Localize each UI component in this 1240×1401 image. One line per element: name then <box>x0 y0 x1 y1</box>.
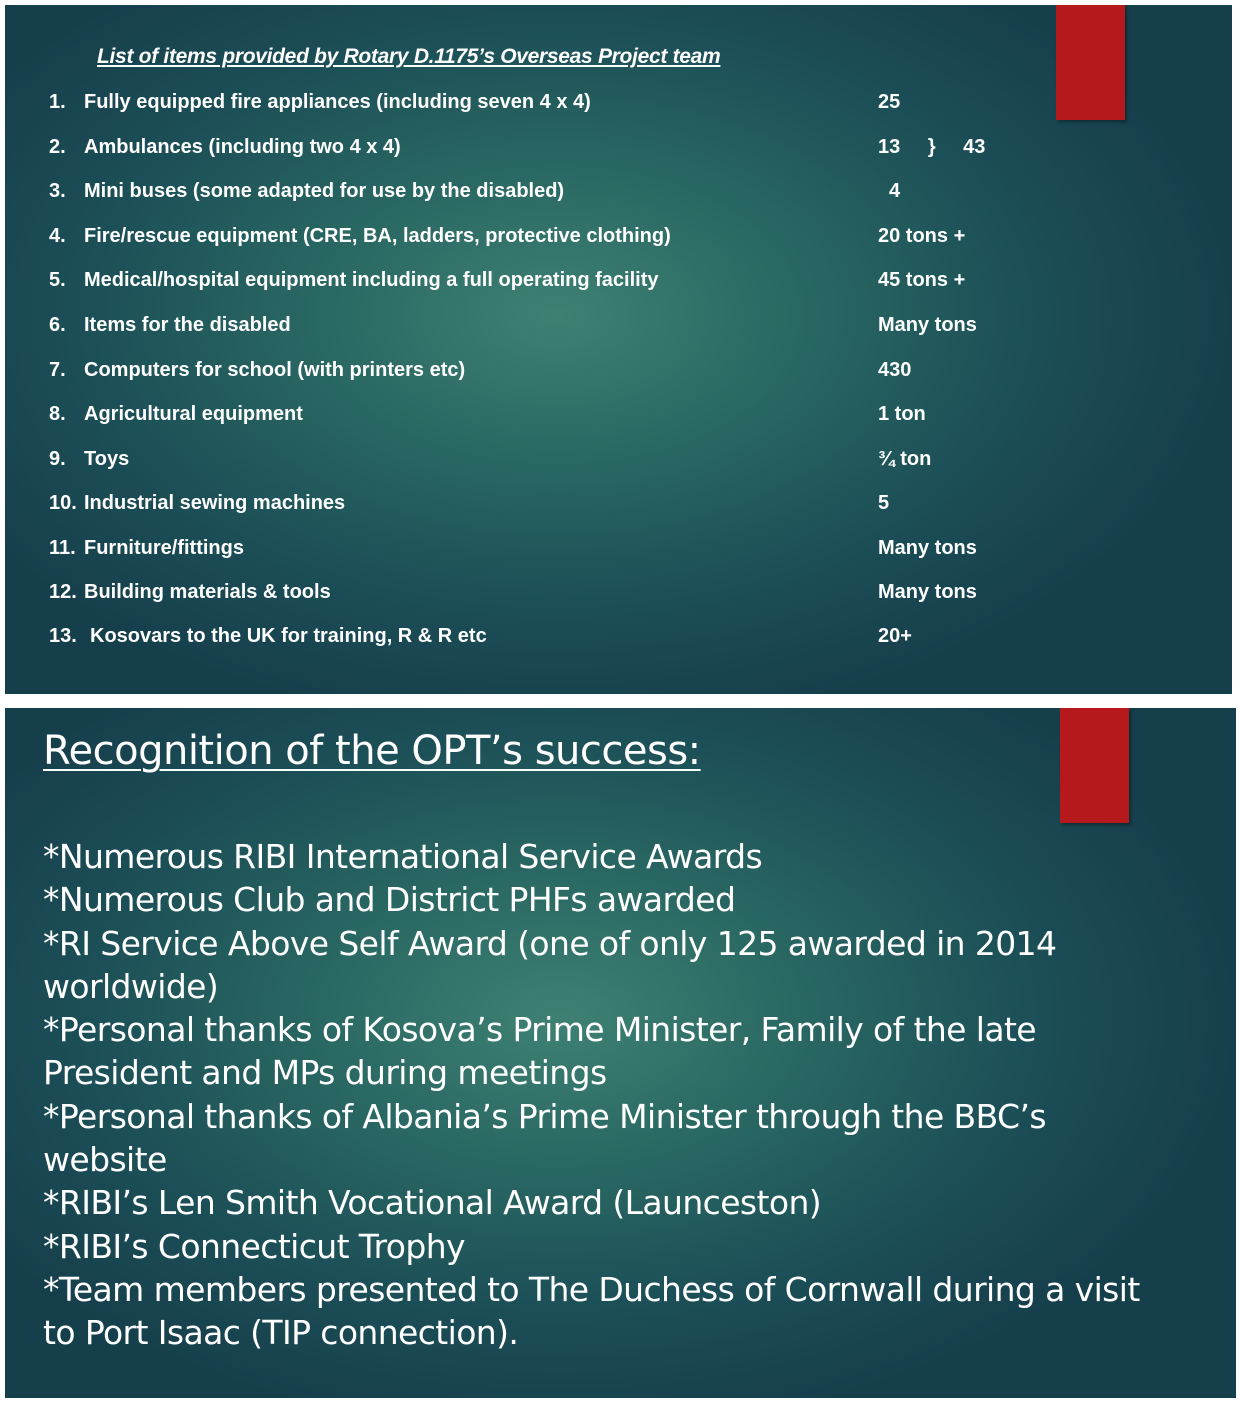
item-quantity: 25 <box>878 91 901 113</box>
item-quantity: Many tons <box>878 581 977 603</box>
item-label: Building materials & tools <box>84 581 331 603</box>
item-number: 1. <box>49 91 66 113</box>
recognition-line: *Numerous RIBI International Service Awards <box>43 837 763 876</box>
item-label: Agricultural equipment <box>84 403 303 425</box>
item-label: Computers for school (with printers etc) <box>84 359 466 381</box>
brace-symbol: } <box>927 136 936 158</box>
list-item <box>49 448 1149 478</box>
items-list-title: List of items provided by Rotary D.1175’s Overseas Project team <box>97 45 721 68</box>
item-label: Fire/rescue equipment (CRE, BA, ladders, protective clothing) <box>84 225 671 247</box>
item-quantity: 45 tons + <box>878 269 966 291</box>
item-number: 6. <box>49 314 66 336</box>
item-label: Kosovars to the UK for training, R & R etc <box>90 625 487 647</box>
recognition-line: *RIBI’s Connecticut Trophy <box>43 1226 465 1266</box>
recognition-line: *Numerous Club and District PHFs awarded <box>43 880 736 920</box>
recognition-line: President and MPs during meetings <box>43 1053 607 1093</box>
red-accent-tab <box>1060 708 1129 823</box>
list-item <box>49 225 1149 255</box>
recognition-line: *Team members presented to The Duchess of Cornwall during a visit <box>43 1269 1140 1309</box>
recognition-line: to Port Isaac (TIP connection). <box>43 1313 519 1353</box>
combined-total: 43 <box>963 136 986 158</box>
list-item <box>49 359 1149 389</box>
item-quantity <box>878 136 985 159</box>
item-label: Fully equipped fire appliances (including seven 4 x 4) <box>84 91 591 113</box>
list-item <box>49 492 1149 522</box>
item-quantity: ¾ ton <box>878 448 932 470</box>
item-quantity: Many tons <box>878 314 977 336</box>
list-item <box>49 269 1149 299</box>
recognition-line: *RIBI’s Len Smith Vocational Award (Launceston) <box>43 1183 822 1223</box>
item-label: Mini buses (some adapted for use by the disabled) <box>84 180 565 202</box>
recognition-line: *RI Service Above Self Award (one of only 125 awarded in 2014 <box>43 923 1057 963</box>
item-number: 11. <box>49 537 76 559</box>
item-number: 13. <box>49 625 77 647</box>
item-quantity: 20+ <box>878 625 912 647</box>
list-item <box>49 625 1149 655</box>
item-label: Toys <box>84 448 130 470</box>
item-label: Industrial sewing machines <box>84 492 346 514</box>
item-number: 9. <box>49 448 66 470</box>
item-quantity: 5 <box>878 492 890 514</box>
list-item <box>49 403 1149 433</box>
list-item <box>49 581 1149 611</box>
list-item <box>49 136 1149 166</box>
list-item <box>49 314 1149 344</box>
item-label: Ambulances (including two 4 x 4) <box>84 136 401 158</box>
recognition-line: *Personal thanks of Albania’s Prime Minister through the BBC’s <box>43 1096 1046 1136</box>
item-number: 2. <box>49 136 66 158</box>
item-number: 12. <box>49 581 77 603</box>
item-number: 4. <box>49 225 66 247</box>
list-item <box>49 91 1149 121</box>
list-item <box>49 537 1149 567</box>
recognition-line: website <box>43 1140 167 1180</box>
item-number: 10. <box>49 492 77 514</box>
item-number: 7. <box>49 359 66 381</box>
item-quantity: Many tons <box>878 537 977 559</box>
item-quantity: 430 <box>878 359 912 381</box>
item-quantity: 1 ton <box>878 403 926 425</box>
recognition-line: *Personal thanks of Kosova’s Prime Minister, Family of the late <box>43 1010 1036 1050</box>
item-label: Items for the disabled <box>84 314 291 336</box>
recognition-heading: Recognition of the OPT’s success: <box>43 728 701 774</box>
recognition-slide <box>5 708 1236 1398</box>
recognition-list <box>43 835 1233 1355</box>
item-label: Medical/hospital equipment including a full operating facility <box>84 269 659 291</box>
item-quantity-value: 13 <box>878 136 901 158</box>
item-number: 8. <box>49 403 66 425</box>
item-quantity: 4 <box>889 180 901 202</box>
items-slide <box>5 5 1232 694</box>
recognition-line: worldwide) <box>43 966 219 1006</box>
item-quantity: 20 tons + <box>878 225 966 247</box>
item-label: Furniture/fittings <box>84 537 244 559</box>
list-item <box>49 180 1149 210</box>
item-number: 5. <box>49 269 66 291</box>
item-number: 3. <box>49 180 66 202</box>
